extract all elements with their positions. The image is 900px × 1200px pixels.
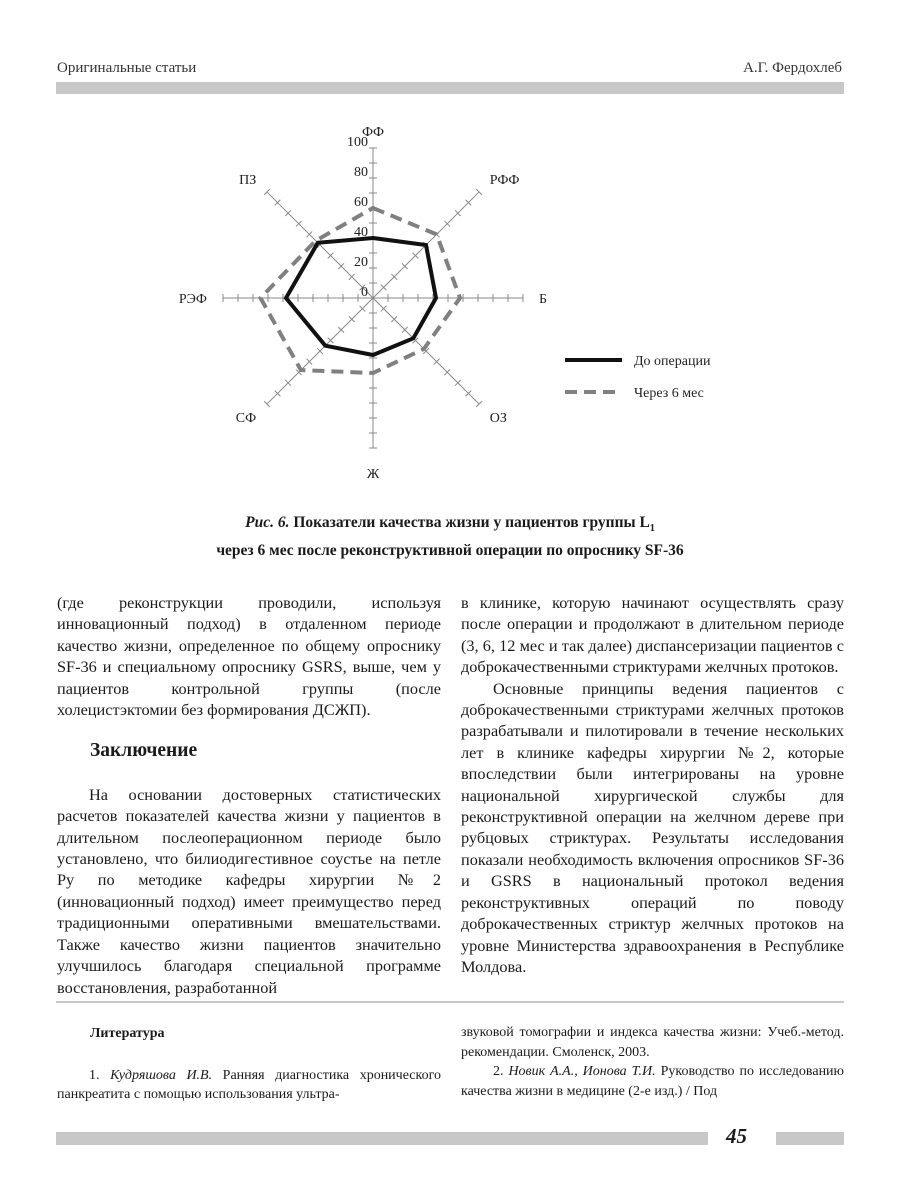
page-number: 45 <box>726 1124 747 1148</box>
reference-continuation: звуковой томографии и индекса качества жизни: Учеб.-метод. рекомендации. Смоленск, 2003. <box>461 1025 844 1060</box>
footer-bar-left <box>56 1132 708 1145</box>
axis-label-5: Ж <box>366 467 380 482</box>
reference-number: 2. <box>493 1064 504 1079</box>
axis-label-4: ОЗ <box>489 410 507 426</box>
reference-authors: Новик А.А., Ионова Т.И. <box>508 1064 656 1079</box>
chart-legend <box>565 354 711 401</box>
caption-figure-number: Рис. 6. <box>245 514 290 531</box>
running-header-section: Оригинальные статьи <box>57 60 197 76</box>
radial-tick-label: 100 <box>347 135 368 150</box>
axis-label-3: Б <box>539 292 548 307</box>
caption-subscript: 1 <box>649 523 655 535</box>
axis-label-1: ФФ <box>361 125 385 140</box>
axis-label-6: СФ <box>235 410 257 426</box>
reference-number: 1. <box>89 1067 100 1083</box>
running-header-author: А.Г. Фердохлеб <box>743 60 842 76</box>
radial-tick-label: 20 <box>354 255 368 270</box>
reference-text: Ранняя диагностика хронического панкреатита с помощью использования ультра- <box>57 1067 441 1102</box>
paragraph: в клинике, которую начинают осуществлять сразу после операции и продолжают в длительном периоде (3, 6, 12 мес и так далее) диспансеризации пациентов с доброкачественными стриктурами желчных протоков. <box>461 593 844 677</box>
reference-item <box>461 1062 844 1101</box>
figure-caption <box>60 512 840 562</box>
caption-line2: через 6 мес после реконструктивной операции по опроснику SF-36 <box>216 542 684 560</box>
section-heading: Заключение <box>90 740 198 762</box>
axis-label-2: РФФ <box>489 173 520 189</box>
references-left <box>57 1024 441 1105</box>
axis-label-8: ПЗ <box>239 173 257 189</box>
radial-tick-label: 80 <box>354 165 368 180</box>
references-rule <box>56 1001 844 1003</box>
paragraph: На основании достоверных статистических расчетов показателей качества жизни у пациентов в длительном послеоперационном периоде было установлено, что билиодигестивное соустье на петле Ру по методике кафедры хирургии №2 (инновационный подход) имеет преимущество перед традиционными оперативными вмешательствами. Также качество жизни пациентов значительно улучшилось благодаря специальной программе восстановления, разработанной <box>57 784 441 997</box>
legend-label: Через 6 мес <box>634 386 704 401</box>
radial-tick-label: 0 <box>361 285 368 300</box>
header-rule <box>56 82 844 94</box>
left-column <box>57 592 441 998</box>
radar-chart <box>0 110 900 500</box>
reference-text: Руководство по исследованию качества жизни в медицине (2-е изд.) / Под <box>461 1064 845 1099</box>
reference-item <box>57 1066 441 1105</box>
references-right <box>461 1023 844 1101</box>
paragraph: (где реконструкции проводили, используя инновационный подход) в отдаленном периоде качество жизни, определенное по общему опроснику SF-36 и специальному опроснику GSRS, выше, чем у пациентов контрольной группы (после холецистэктомии без формирования ДСЖП). <box>57 593 441 720</box>
right-column <box>461 592 844 977</box>
footer-bar-right <box>776 1132 844 1145</box>
paragraph: Основные принципы ведения пациентов с доброкачественными стриктурами желчных протоков разрабатывали и пилотировали в течение нескольких лет в клинике кафедры хирургии №2, которые впоследствии были интегрированы на уровне национальной хирургической службы для реконструктивной операции на желчном дереве при рубцовых стриктурах. Результаты исследования показали необходимость включения опросников SF-36 и GSRS в национальный протокол ведения реконструктивных операций по поводу доброкачественных стриктур желчных протоков на уровне Министерства здравоохранения в Республике Молдова. <box>461 678 844 976</box>
caption-line1: Показатели качества жизни у пациентов группы L <box>293 514 650 531</box>
reference-authors: Кудряшова И.В. <box>110 1067 213 1083</box>
axis-label-7: РЭФ <box>178 292 207 307</box>
legend-label: До операции <box>634 354 711 369</box>
radar-labels <box>179 125 547 482</box>
references-heading: Литература <box>90 1026 165 1041</box>
radial-tick-label: 60 <box>354 195 368 210</box>
radar-grid <box>223 148 523 448</box>
radial-tick-label: 40 <box>354 225 368 240</box>
